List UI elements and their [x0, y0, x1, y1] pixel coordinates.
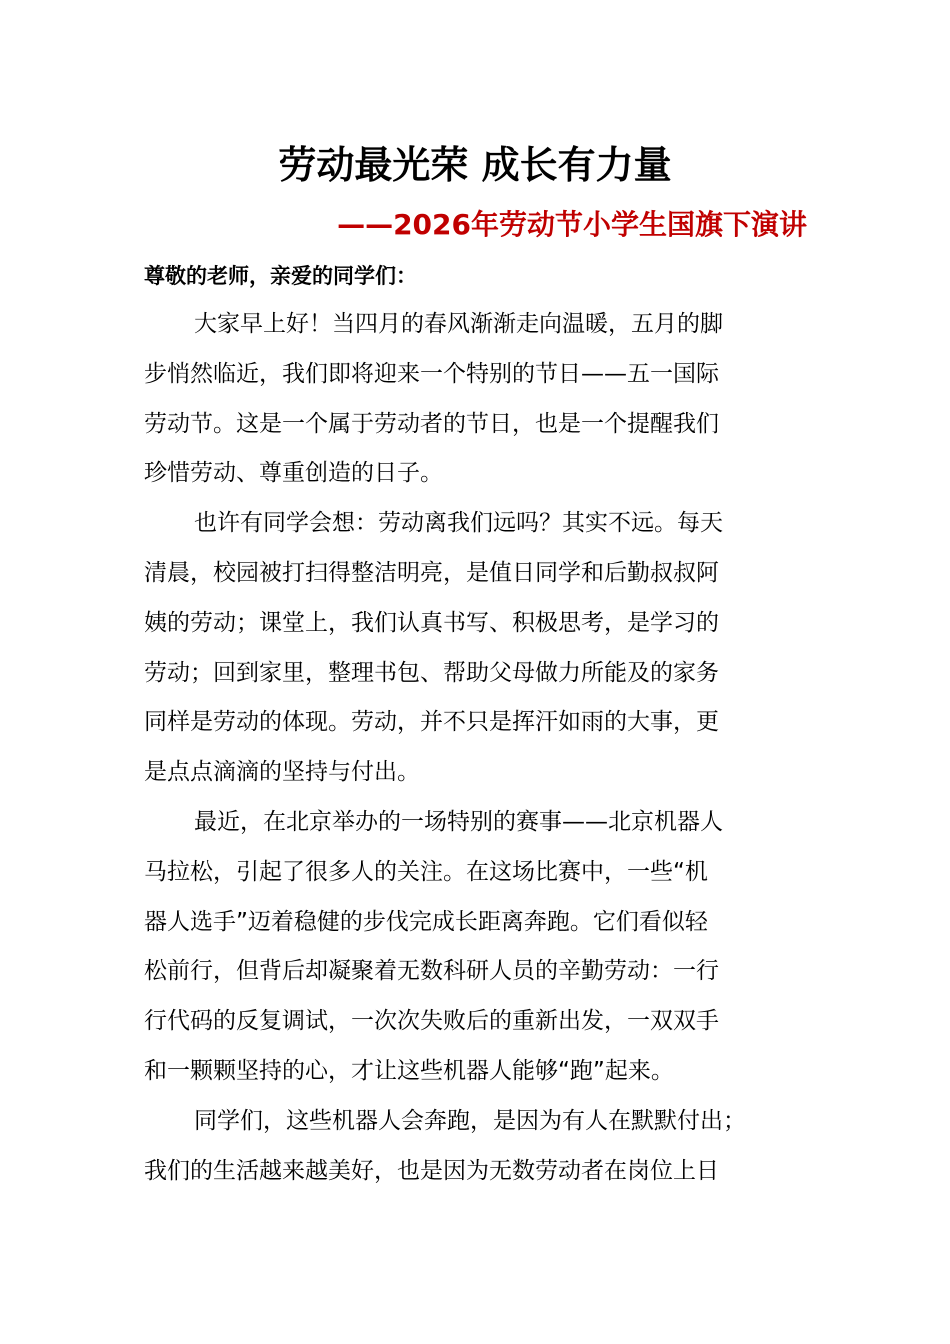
paragraph-line: 马拉松，引起了很多人的关注。在这场比赛中，一些“机 [144, 858, 708, 885]
paragraph-line: 步悄然临近，我们即将迎来一个特别的节日——五一国际 [144, 360, 719, 387]
paragraph-line: 同样是劳动的体现。劳动，并不只是挥汗如雨的大事，更 [144, 709, 719, 736]
paragraph-line: 同学们，这些机器人会奔跑，是因为有人在默默付出； [194, 1107, 746, 1134]
paragraph-2 [144, 499, 834, 798]
paragraph-line: 和一颗颗坚持的心，才让这些机器人能够“跑”起来。 [144, 1057, 674, 1084]
paragraph-line: 行代码的反复调试，一次次失败后的重新出发，一双双手 [144, 1008, 719, 1035]
salutation: 尊敬的老师，亲爱的同学们： [144, 264, 417, 288]
paragraph-line: 器人选手”迈着稳健的步伐完成长距离奔跑。它们看似轻 [144, 908, 708, 935]
paragraph-line: 劳动节。这是一个属于劳动者的节日，也是一个提醒我们 [144, 410, 719, 437]
paragraph-line: 也许有同学会想：劳动离我们远吗？其实不远。每天 [194, 510, 723, 537]
paragraph-line: 大家早上好！当四月的春风渐渐走向温暖，五月的脚 [194, 311, 723, 337]
paragraph-3 [144, 798, 834, 1097]
paragraph-line: 珍惜劳动、尊重创造的日子。 [144, 460, 443, 487]
paragraph-line: 松前行，但背后却凝聚着无数科研人员的辛勤劳动：一行 [144, 958, 719, 985]
paragraph-line: 我们的生活越来越美好，也是因为无数劳动者在岗位上日 [144, 1157, 719, 1184]
paragraph-line: 最近，在北京举办的一场特别的赛事——北京机器人 [194, 808, 723, 835]
paragraph-line: 姨的劳动；课堂上，我们认真书写、积极思考，是学习的 [144, 609, 719, 636]
document-title: 劳动最光荣 成长有力量 [278, 143, 672, 187]
paragraph-line: 劳动；回到家里，整理书包、帮助父母做力所能及的家务 [144, 659, 719, 686]
paragraph-1 [144, 300, 834, 499]
paragraph-4 [144, 1097, 834, 1197]
paragraph-line: 是点点滴滴的坚持与付出。 [144, 759, 420, 786]
speech-body [144, 300, 834, 1196]
document-subtitle: ——2026年劳动节小学生国旗下演讲 [337, 208, 807, 241]
paragraph-line: 清晨，校园被打扫得整洁明亮，是值日同学和后勤叔叔阿 [144, 559, 719, 586]
